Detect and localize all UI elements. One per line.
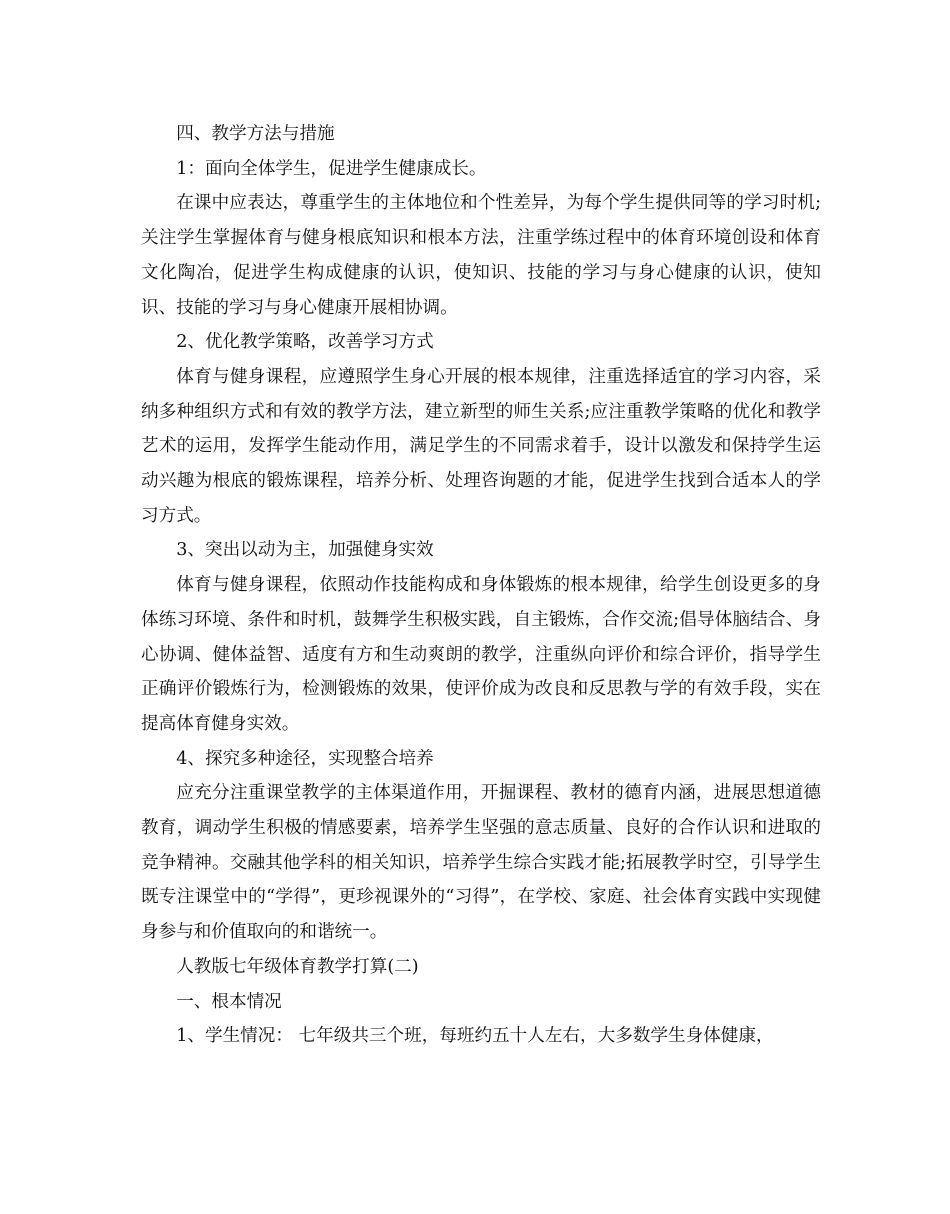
- document-body: [141, 117, 821, 1054]
- paragraph-student-situation: 1、学生情况： 七年级共三个班，每班约五十人左右，大多数学生身体健康，: [176, 1026, 774, 1047]
- section-title-plan-two: 人教版七年级体育教学打算(二): [176, 956, 419, 977]
- paragraph-active-fitness: 体育与健身课程，依照动作技能构成和身体锻炼的根本规律，给学生创设更多的身体练习环境、条件和时机，鼓舞学生积极实践，自主锻炼，合作交流;倡导体脑结合、身心协调、健体益智、适度有方和生动爽朗的教学，注重纵向评价和综合评价，指导学生正确评价锻炼行为，检测锻炼的效果，使评价成为改良和反思教与学的有效手段，实在提高体育健身实效。: [141, 575, 821, 734]
- paragraph-optimize-strategy: 体育与健身课程，应遵照学生身心开展的根本规律，注重选择适宜的学习内容，采纳多种组织方式和有效的教学方法，建立新型的师生关系;应注重教学策略的优化和教学艺术的运用，发挥学生能动作用，满足学生的不同需求着手，设计以激发和保持学生运动兴趣为根底的锻炼课程，培养分析、处理咨询题的才能，促进学生找到合适本人的学习方式。: [141, 366, 821, 526]
- subheading-optimize-strategy: 2、优化教学策略，改善学习方式: [176, 332, 434, 353]
- section-heading-teaching-methods: 四、教学方法与措施: [176, 124, 335, 144]
- subheading-multiple-approaches: 4、探究多种途径，实现整合培养: [176, 748, 434, 769]
- subheading-active-fitness: 3、突出以动为主，加强健身实效: [176, 540, 434, 561]
- subheading-all-students: 1：面向全体学生，促进学生健康成长。: [176, 158, 487, 179]
- paragraph-multiple-approaches: 应充分注重课堂教学的主体渠道作用，开掘课程、教材的德育内涵，进展思想道德教育，调动学生积极的情感要素，培养学生坚强的意志质量、良好的合作认识和进取的竞争精神。交融其他学科的相关知识，培养学生综合实践才能;拓展教学时空，引导学生既专注课堂中的“学得”，更珍视课外的“习得”，在学校、家庭、社会体育实践中实现健身参与和价值取向的和谐统一。: [141, 783, 821, 943]
- paragraph-all-students: 在课中应表达，尊重学生的主体地位和个性差异，为每个学生提供同等的学习时机;关注学生掌握体育与健身根底知识和根本方法，注重学练过程中的体育环境创设和体育文化陶冶，促进学生构成健康的认识，使知识、技能的学习与身心健康的认识，使知识、技能的学习与身心健康开展相协调。: [141, 193, 821, 318]
- section-heading-basic-situation: 一、根本情况: [176, 991, 282, 1012]
